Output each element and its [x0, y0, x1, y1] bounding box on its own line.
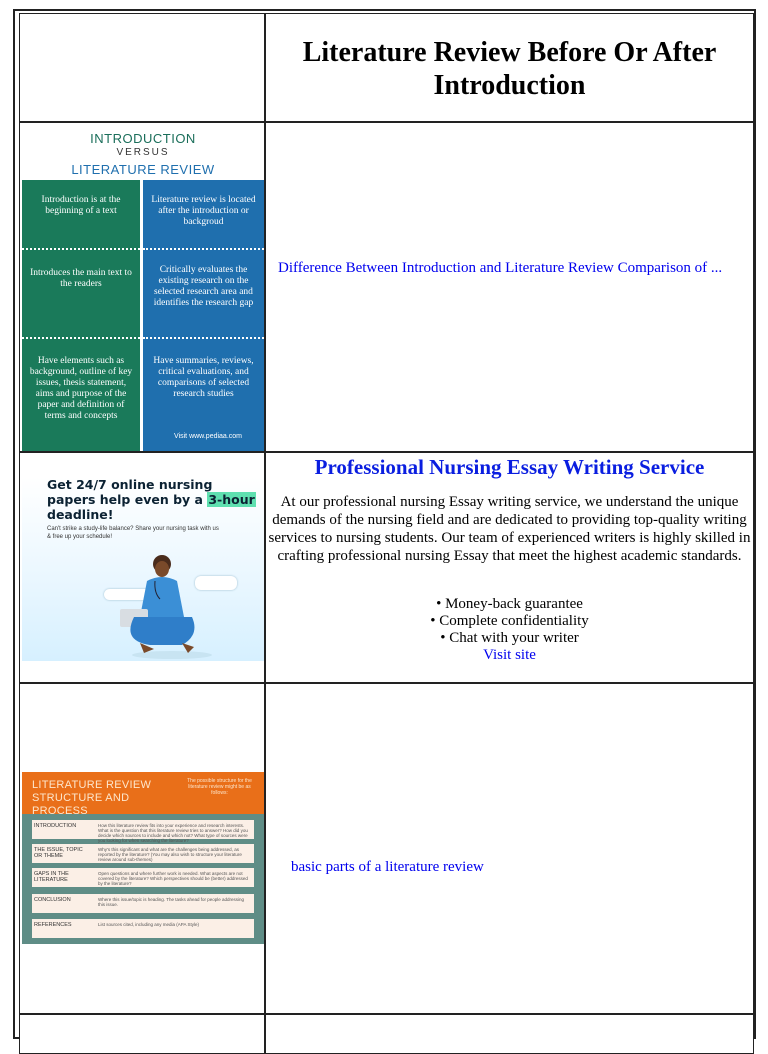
title-cell: [265, 13, 754, 122]
next-row-left-cell: [19, 1014, 265, 1054]
lit-point-2: Critically evaluates the existing research on the selected research area and identifies the research gap: [153, 265, 254, 308]
intro-point-1: Introduction is at the beginning of a text: [41, 195, 121, 216]
structure-row: [32, 868, 254, 887]
literature-review-structure-infographic[interactable]: [22, 772, 264, 944]
ad-title[interactable]: Professional Nursing Essay Writing Service: [314, 455, 705, 479]
introduction-column: [22, 180, 140, 451]
structure-row-label: THE ISSUE, TOPIC OR THEME: [34, 847, 83, 859]
structure-row: [32, 844, 254, 863]
structure-row-label: REFERENCES: [34, 922, 72, 928]
ad-feature-item: • Money-back guarantee: [266, 596, 753, 613]
structure-image-cell: [19, 683, 265, 1014]
intro-point-2: Introduces the main text to the readers: [30, 268, 132, 289]
ad-feature-item: • Chat with your writer: [266, 630, 753, 647]
intro-vs-literature-infographic[interactable]: [22, 125, 264, 451]
banner-headline: Get 24/7 online nursing papers help even by a 3-hour deadline!: [47, 477, 255, 522]
structure-link-cell: [265, 683, 754, 1014]
structure-row-label: CONCLUSION: [34, 897, 71, 903]
infographic-title-introduction: INTRODUCTION: [90, 131, 196, 146]
comparison-image-cell: [19, 122, 265, 452]
page-title: Literature Review Before Or After Introduction: [302, 37, 717, 101]
structure-row-text: Open questions and where further work is needed. What aspects are not covered by the literature? Which perspectives should be (better) addressed by the literature?: [98, 871, 248, 886]
nurse-illustration: [22, 477, 264, 661]
intro-point-3: Have elements such as background, outline of key issues, thesis statement, aims and purpose of the paper and definition of terms and concepts: [29, 356, 133, 421]
literature-review-column: [143, 180, 264, 451]
lit-point-1: Literature review is located after the introduction or backgroud: [151, 195, 256, 227]
structure-row-text: Where this issue/topic is heading. The tasks ahead for people addressing this issue.: [98, 897, 245, 907]
literature-review-parts-link[interactable]: basic parts of a literature review: [291, 859, 484, 875]
infographic-title-literature: LITERATURE REVIEW: [71, 162, 215, 177]
infographic-source: Visit www.pediaa.com: [174, 433, 242, 440]
structure-row-label: INTRODUCTION: [34, 823, 77, 829]
ad-feature-item: • Complete confidentiality: [266, 613, 753, 630]
structure-row-text: How this literature review fits into your experience and research interests. What is the question that this literature review tries to answer? How did you decide which sources to include and which not? What type of sources were you looking for when searching the literature?: [98, 823, 248, 843]
ad-image-cell: [19, 452, 265, 683]
structure-row-label: GAPS IN THE LITERATURE: [34, 871, 69, 883]
visit-site-wrap: [266, 647, 753, 664]
divider: [143, 248, 264, 250]
comparison-link[interactable]: Difference Between Introduction and Literature Review Comparison of ...: [278, 260, 723, 276]
divider: [22, 337, 140, 339]
structure-row-text: List sources cited, including any media (APA Style): [98, 922, 199, 927]
structure-row: [32, 919, 254, 938]
header-empty-cell: [19, 13, 265, 122]
infographic-title: LITERATURE REVIEW STRUCTURE AND PROCESS: [32, 779, 152, 817]
ad-feature-list: [266, 596, 753, 647]
divider: [22, 248, 140, 250]
structure-row-text: Why's this significant and what are the challenges being addressed, as reported by the literature? (You may also wish to structure your literature review around sub-themes): [98, 847, 242, 862]
banner-subtext: Can't strike a study-life balance? Share your nursing task with us & free up your schedule!: [47, 526, 219, 540]
ad-description: At our professional nursing Essay writing service, we understand the unique demands of the nursing field and are dedicated to providing top-quality writing services to nursing students. Our team of experienced writers is highly skilled in crafting professional nursing Essay that meet the highest academic standards.: [268, 494, 751, 564]
ad-text-cell: [265, 452, 754, 683]
infographic-note: The possible structure for the literature review might be as follows:: [187, 778, 252, 796]
infographic-header: [22, 772, 264, 817]
structure-row: [32, 894, 254, 913]
lit-point-3: Have summaries, reviews, critical evaluations, and comparisons of selected research studies: [153, 356, 254, 399]
structure-row: [32, 820, 254, 843]
next-row-right-cell: [265, 1014, 754, 1054]
nursing-ad-banner[interactable]: [22, 477, 264, 661]
divider: [143, 337, 264, 339]
comparison-link-cell: [265, 122, 754, 452]
infographic-title-versus: VERSUS: [116, 147, 170, 158]
visit-site-link[interactable]: Visit site: [483, 647, 536, 663]
